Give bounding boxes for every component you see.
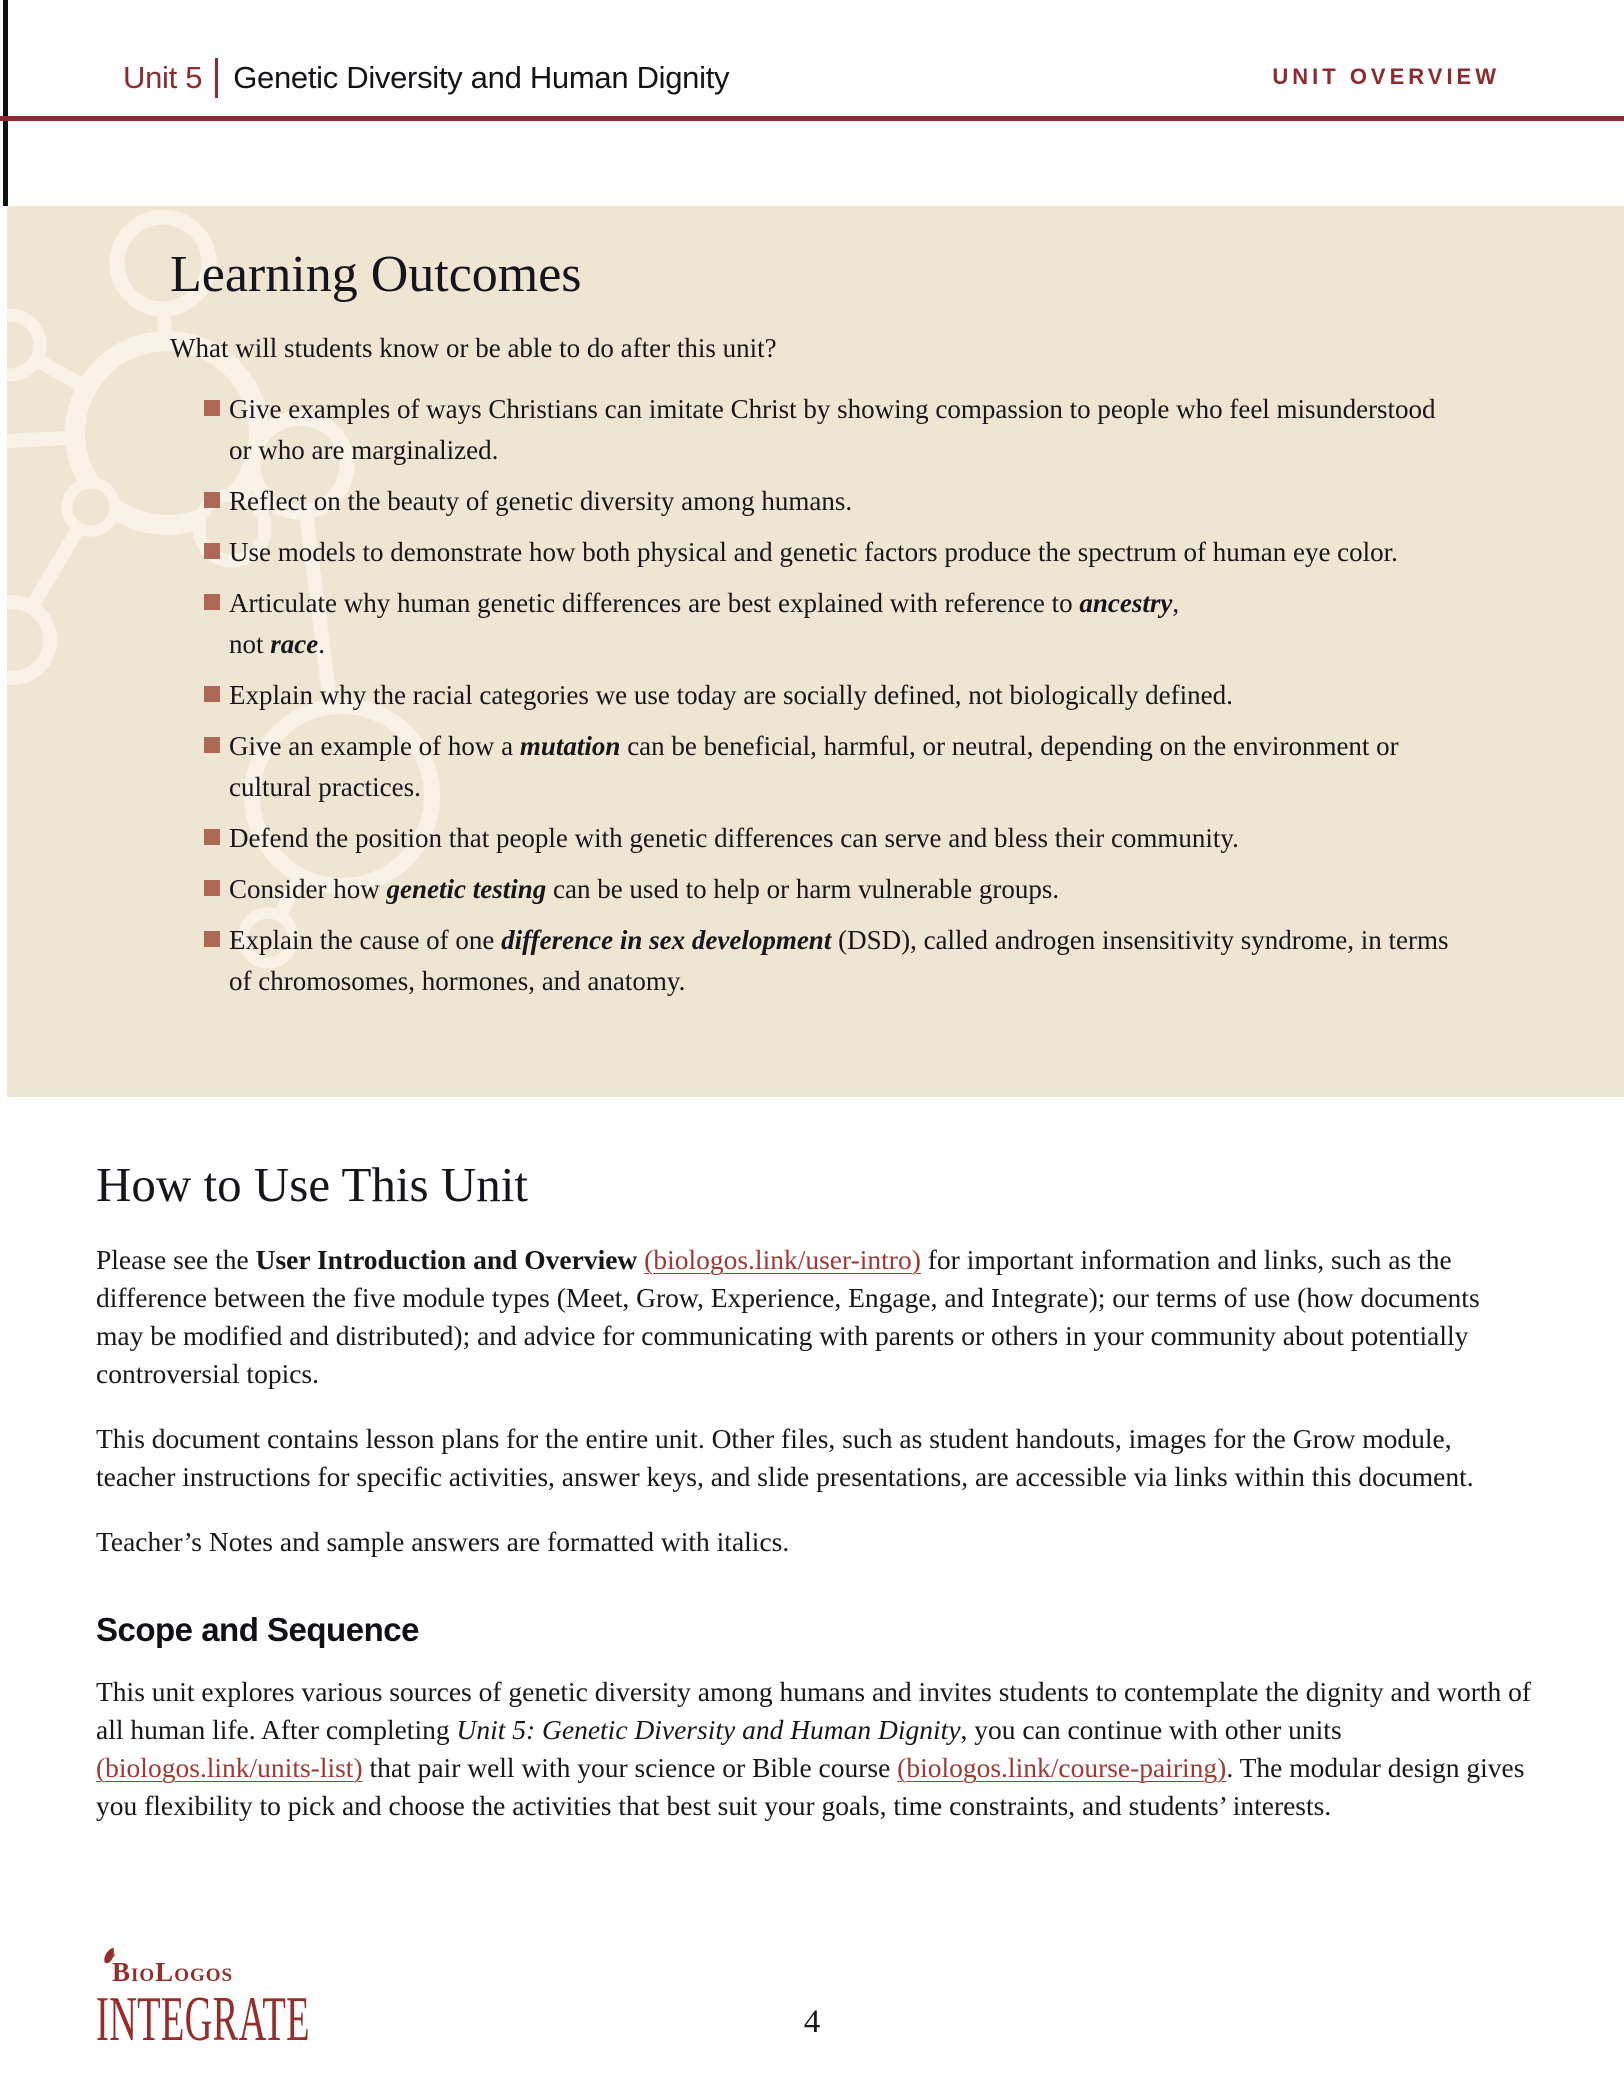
bullet-text (229, 532, 1398, 573)
text-segment: This document contains lesson plans for the entire unit. Other files, such as student handouts, images for the Grow module, teacher instructions for specific activities, answer keys, and slide presentations, are accessible via links within this document. (96, 1422, 1474, 1492)
paragraph-how-to-use-3 (96, 1523, 1532, 1561)
text-segment: mutation (519, 731, 621, 761)
text-segment: difference in sex development (501, 925, 832, 955)
outcome-bullet (204, 389, 1454, 471)
text-segment: . The modular design gives you flexibility to pick and choose the activities that best suit your goals, time constraints, and students’ interests. (96, 1751, 1525, 1821)
bullet-text (229, 583, 1179, 665)
unit-label: Unit 5 (123, 60, 203, 95)
bullet-square-icon (204, 686, 220, 702)
outcome-bullet (204, 818, 1454, 859)
outcome-bullet (204, 726, 1454, 808)
inline-link[interactable]: (biologos.link/course-pairing) (897, 1751, 1227, 1783)
bullet-square-icon (204, 829, 220, 845)
bullet-square-icon (204, 594, 220, 610)
header-rule (0, 116, 1624, 121)
learning-outcomes-intro: What will students know or be able to do after this unit? (170, 333, 777, 363)
page-edge-mark (3, 0, 8, 206)
outcome-bullet (204, 481, 1454, 522)
section-title-scope-and-sequence: Scope and Sequence (96, 1610, 419, 1648)
learning-outcomes-box (7, 206, 1624, 1097)
outcome-bullet (204, 920, 1454, 1002)
paragraph-how-to-use-1 (96, 1241, 1532, 1393)
text-segment: race (270, 629, 319, 659)
text-segment: can be beneficial, harmful, or neutral, depending on the environment or cultural practices. (229, 731, 1399, 802)
bullet-text (229, 869, 1059, 910)
main-content (96, 1158, 1532, 1852)
text-segment: This unit explores various sources of genetic diversity among humans and invites students to contemplate the dignity and worth of all human life. After completing (96, 1675, 1532, 1745)
text-segment: Explain why the racial categories we use today are socially defined, not biologically defined. (229, 680, 1233, 710)
logo-integrate-text: INTEGRATE (96, 1983, 310, 2054)
bullet-square-icon (204, 543, 220, 559)
text-segment: Reflect on the beauty of genetic diversity among humans. (229, 486, 853, 516)
bullet-square-icon (204, 400, 220, 416)
text-segment: that pair well with your science or Bible course (362, 1751, 898, 1783)
text-segment: not (229, 629, 271, 659)
text-segment: Use models to demonstrate how both physical and genetic factors produce the spectrum of human eye color. (229, 537, 1398, 567)
text-segment: Unit 5: Genetic Diversity and Human Dignity (456, 1713, 961, 1745)
text-segment: Give an example of how a (229, 731, 520, 761)
header-bar (123, 58, 729, 98)
bullet-square-icon (204, 931, 220, 947)
text-segment: User Introduction and Overview (255, 1243, 638, 1275)
text-segment: (DSD), called androgen insensitivity syndrome, in terms of chromosomes, hormones, and anatomy. (229, 925, 1449, 996)
text-segment: ancestry (1079, 588, 1173, 618)
text-segment: , (1172, 588, 1180, 618)
leaf-icon (103, 1948, 118, 1965)
bullet-text (229, 920, 1454, 1002)
text-segment: Please see the (96, 1243, 256, 1275)
unit-title: Genetic Diversity and Human Dignity (233, 60, 730, 95)
section-title-how-to-use: How to Use This Unit (96, 1157, 528, 1212)
text-segment: can be used to help or harm vulnerable groups. (546, 874, 1060, 904)
bullet-text (229, 481, 852, 522)
bullet-text (229, 726, 1454, 808)
bullet-text (229, 818, 1239, 859)
text-segment: genetic testing (386, 874, 547, 904)
text-segment: Give examples of ways Christians can imitate Christ by showing compassion to people who feel misunderstood or who are marginalized. (229, 394, 1436, 465)
paragraph-scope-1 (96, 1673, 1532, 1825)
learning-outcomes-list (204, 389, 1454, 1012)
text-segment: Consider how (229, 874, 387, 904)
inline-link[interactable]: (biologos.link/units-list) (96, 1751, 363, 1783)
inline-link[interactable]: (biologos.link/user-intro) (644, 1243, 921, 1275)
text-segment: Articulate why human genetic differences are best explained with reference to (229, 588, 1080, 618)
text-segment: for important information and links, such as the difference between the five module types (Meet, Grow, Experience, Engage, and Integrate); our terms of use (how documents may be modified and distributed); and advice for communicating with parents or others in your community about potentially controversial topics. (96, 1243, 1480, 1389)
text-segment: Teacher’s Notes and sample answers are formatted with italics. (96, 1525, 790, 1557)
bullet-square-icon (204, 492, 220, 508)
bullet-text (229, 675, 1233, 716)
text-segment: . (318, 629, 325, 659)
page-number: 4 (803, 2004, 821, 2040)
bullet-square-icon (204, 737, 220, 753)
outcome-bullet (204, 583, 1454, 665)
learning-outcomes-title: Learning Outcomes (170, 246, 582, 303)
outcome-bullet (204, 675, 1454, 716)
text-segment: Defend the position that people with genetic differences can serve and bless their community. (229, 823, 1239, 853)
paragraph-how-to-use-2 (96, 1420, 1532, 1496)
header-separator (215, 58, 218, 98)
logo-biologos-text: BioLogos (112, 1957, 234, 1987)
bullet-text (229, 389, 1454, 471)
text-segment: , you can continue with other units (960, 1713, 1342, 1745)
outcome-bullet (204, 869, 1454, 910)
page-type-label: UNIT OVERVIEW (1272, 64, 1500, 89)
text-segment: Explain the cause of one (229, 925, 502, 955)
outcome-bullet (204, 532, 1454, 573)
bullet-square-icon (204, 880, 220, 896)
